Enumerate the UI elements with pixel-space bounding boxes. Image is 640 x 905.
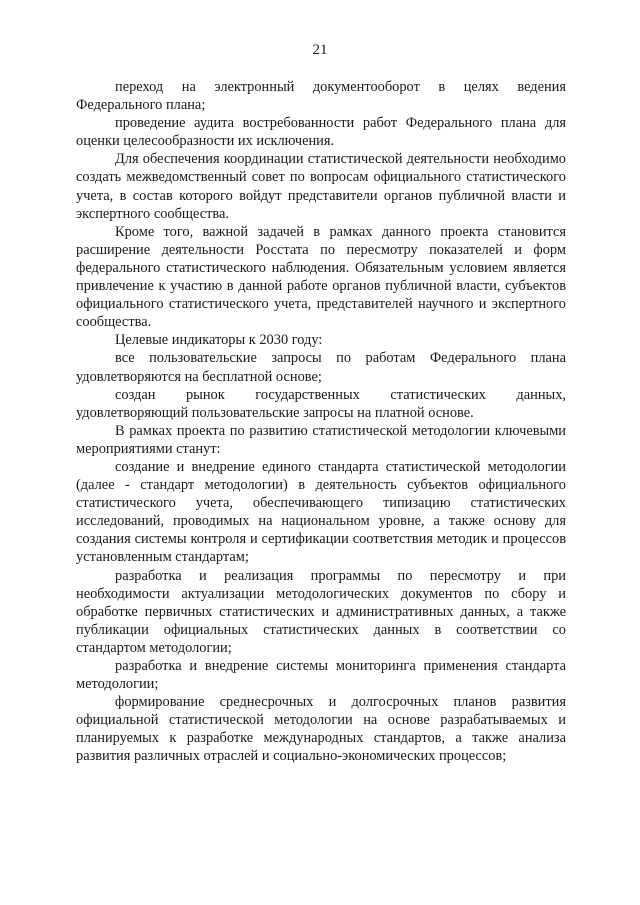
page-number: 21 bbox=[312, 42, 328, 58]
paragraph: Кроме того, важной задачей в рамках данного проекта становится расширение деятельности Росстата по пересмотру показателей и форм федерального статистического наблюдения. Обязательным условием является привлечение к участию в данной работе органов публичной власти, субъектов официального статистического учета, представителей научного и экспертного сообщества. bbox=[76, 223, 566, 331]
paragraph: все пользовательские запросы по работам Федерального плана удовлетворяются на бесплатной основе; bbox=[76, 350, 566, 385]
paragraph: формирование среднесрочных и долгосрочных планов развития официальной статистической методологии на основе разрабатываемых и планируемых к разработке международных стандартов, а также анализа развития различных отраслей и социально-экономических процессов; bbox=[76, 694, 566, 765]
paragraph: создан рынок государственных статистических данных, удовлетворяющий пользовательские запросы на платной основе. bbox=[76, 386, 566, 421]
paragraph: разработка и реализация программы по пересмотру и при необходимости актуализации методологических документов по сбору и обработке первичных статистических и административных данных, а также публикации официальных статистических данных в соответствии со стандартом методологии; bbox=[76, 567, 566, 656]
body-text bbox=[76, 78, 566, 766]
paragraph: Целевые индикаторы к 2030 году: bbox=[115, 332, 323, 349]
paragraph: В рамках проекта по развитию статистической методологии ключевыми мероприятиями станут: bbox=[76, 422, 566, 457]
paragraph: создание и внедрение единого стандарта статистической методологии (далее - стандарт методологии) в деятельность субъектов официального статистического учета, обеспечивающего типизацию статистических исследований, проводимых на национальном уровне, а также основу для создания системы контроля и сертификации соответствия методик и процессов установленным стандартам; bbox=[76, 458, 566, 566]
paragraph: разработка и внедрение системы мониторинга применения стандарта методологии; bbox=[76, 658, 566, 693]
paragraph: Для обеспечения координации статистической деятельности необходимо создать межведомственный совет по вопросам официального статистического учета, в состав которого войдут представители органов публичной власти и экспертного сообщества. bbox=[76, 151, 566, 222]
paragraph: переход на электронный документооборот в целях ведения Федерального плана; bbox=[76, 79, 566, 114]
paragraph: проведение аудита востребованности работ Федерального плана для оценки целесообразности их исключения. bbox=[76, 115, 566, 150]
